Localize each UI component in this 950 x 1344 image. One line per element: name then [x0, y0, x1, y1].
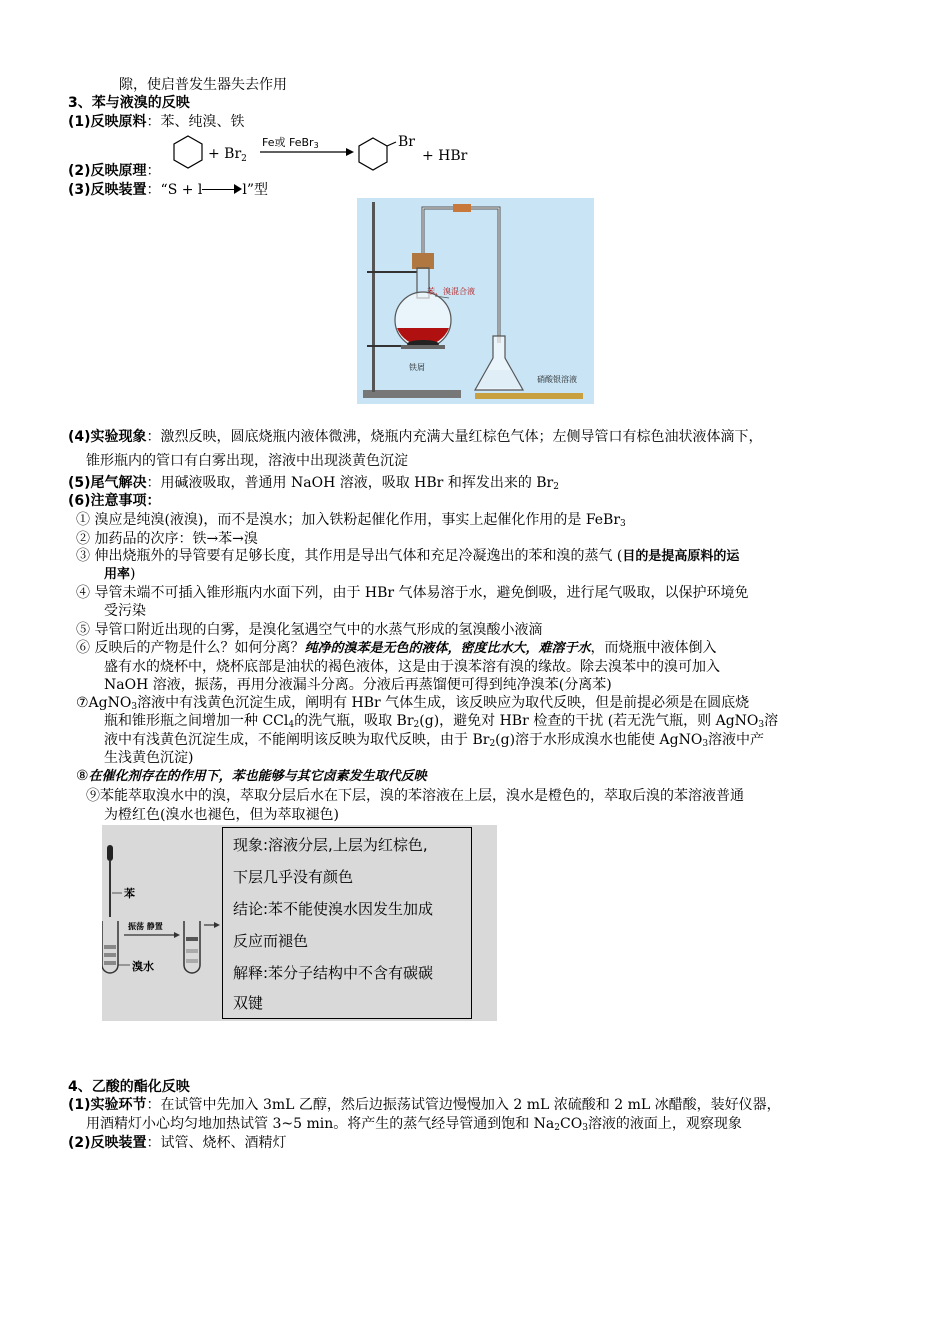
- flask-base: [475, 393, 583, 399]
- note-8: ⑧在催化剂存在的作用下，苯也能够与其它卤素发生取代反映: [76, 768, 427, 784]
- eq-br: Br: [398, 134, 415, 150]
- device-arrow-icon: [202, 184, 242, 194]
- note-1: ① 溴应是纯溴(液溴)，而不是溴水；加入铁粉起催化作用，事实上起催化作用的是 FeBr$_3$: [76, 512, 626, 529]
- device-label: (3)反映装置: [68, 182, 147, 198]
- procedure-label: (1)实验环节: [68, 1097, 147, 1113]
- tail-text: ：用碱液吸取，普通用 NaOH 溶液，吸取 HBr 和挥发出来的 Br: [146, 475, 554, 491]
- phenomenon-line-1: [68, 428, 883, 447]
- box-line-5: 解释:苯分子结构中不含有碳碳: [233, 964, 434, 982]
- continued-text: 隙，使启普发生器失去作用: [119, 77, 287, 93]
- stand-base: [363, 390, 461, 398]
- device-text-4: ：试管、烧杯、酒精灯: [146, 1135, 287, 1151]
- note-2: ② 加药品的次序：铁→苯→溴: [76, 531, 258, 547]
- section-4-title: 4、乙酸的酯化反映: [68, 1079, 190, 1095]
- box-line-4: 反应而褪色: [233, 932, 309, 950]
- note-3: ③ 伸出烧瓶外的导管要有足够长度，其作用是导出气体和充足冷凝逸出的苯和溴的蒸气 (目的是提高原料的运: [76, 548, 740, 564]
- note-9-cont: 为橙红色(溴水也褪色，但为萃取褪色): [104, 807, 339, 823]
- device-end: l”型: [242, 182, 269, 198]
- device-label-4: (2)反映装置: [68, 1135, 147, 1151]
- note-6-cont-1: 盛有水的烧杯中，烧杯底部是油状的褐色液体，这是由于溴苯溶有溴的缘故。除去溴苯中的溴可加入: [104, 659, 720, 675]
- notes-label: (6)注意事项: [68, 493, 147, 509]
- materials-label: (1)反映原料: [68, 114, 147, 130]
- phenomenon-text-1: ：激烈反映，圆底烧瓶内液体微沸，烧瓶内充满大量红棕色气体；左侧导管口有棕色油状液体滴下，: [146, 429, 763, 445]
- benzene-ring-icon: [174, 136, 202, 168]
- box-line-3: 结论:苯不能使溴水因发生加成: [233, 900, 434, 918]
- box-line-2: 下层几乎没有颜色: [233, 868, 354, 886]
- extraction-drawing: [102, 825, 222, 1021]
- conclusion-box: [222, 827, 472, 1019]
- dropper-bulb-icon: [107, 845, 113, 861]
- rubber-joint: [453, 204, 471, 212]
- bromobenzene-ring-icon: [359, 138, 387, 170]
- note-7-cont-1: 瓶和锥形瓶之间增加一种 CCl$_4$的洗气瓶，吸取 $Br_2(g)$，避免对 HBr 检查的干扰 (若无洗气瓶，则 AgNO$_3$溶: [104, 713, 779, 730]
- result-arrow-icon: [214, 922, 220, 928]
- tail-gas-line: [68, 474, 883, 493]
- box-line-6: 双键: [233, 994, 264, 1012]
- label-bromine-water: 溴水: [132, 960, 154, 973]
- procedure-line-1: [68, 1096, 883, 1115]
- label-mix: 苯、溴混合液: [427, 287, 475, 296]
- note-6-cont-2: NaOH 溶液，振荡，再用分液漏斗分离。分液后再蒸馏便可得到纯净溴苯(分离苯): [104, 677, 612, 693]
- principle-colon: ：: [146, 163, 161, 179]
- stand-rod: [372, 202, 375, 392]
- apparatus-figure: [357, 198, 594, 404]
- section-3-title: 3、苯与液溴的反映: [68, 95, 190, 111]
- flask-holder: [401, 345, 445, 349]
- reaction-equation: [170, 132, 500, 174]
- notes-colon: ：: [146, 493, 161, 509]
- eq-plus-br2: + $Br_2$: [208, 146, 247, 164]
- tail-sub: 2: [553, 482, 559, 492]
- note-9: ⑨苯能萃取溴水中的溴，萃取分层后水在下层，溴的苯溶液在上层，溴水是橙色的，萃取后溴的苯溶液普通: [86, 788, 744, 804]
- reaction-arrowhead-icon: [346, 148, 354, 156]
- note-7-cont-3: 生浅黄色沉淀): [104, 750, 194, 766]
- note-7-cont-2: 液中有浅黄色沉淀生成，不能阐明该反映为取代反映，由于 $Br_2(g)$溶于水形成溴水也能使 AgNO$_3$溶液中产: [104, 732, 765, 749]
- note-3-cont: 用率): [104, 566, 136, 582]
- figure-background: [357, 198, 594, 404]
- note-5: ⑤ 导管口附近出现的白雾，是溴化氢遇空气中的水蒸气形成的氢溴酸小液滴: [76, 622, 543, 638]
- note-6: ⑥ 反映后的产物是什么？如何分离？纯净的溴苯是无色的液体，密度比水大，难溶于水，而烧瓶中液体倒入: [76, 640, 717, 656]
- phenomenon-label: (4)实验现象: [68, 429, 147, 445]
- device-line-4: [68, 1134, 883, 1153]
- materials-line: [68, 113, 883, 132]
- box-line-1: 现象:溶液分层,上层为红棕色,: [233, 836, 428, 854]
- tail-label: (5)尾气解决: [68, 475, 147, 491]
- eq-hbr: + HBr: [422, 148, 468, 164]
- extraction-figure: [102, 825, 497, 1021]
- materials-text: ：苯、纯溴、铁: [146, 114, 245, 130]
- principle-line: [68, 162, 161, 181]
- notes-heading: [68, 492, 883, 511]
- phenomenon-line-2: 锥形瓶内的管口有白雾出现，溶液中出现淡黄色沉淀: [86, 453, 408, 469]
- note-4: ④ 导管未端不可插入锥形瓶内水面下列，由于 HBr 气体易溶于水，避免倒吸，进行尾气吸取，以保护环境免: [76, 585, 749, 601]
- device-text: ：“S + l: [146, 182, 203, 198]
- device-line: [68, 181, 268, 200]
- note-4-cont: 受污染: [104, 603, 146, 619]
- procedure-line-2: 用酒精灯小心均匀地加热试管 3~5 min。将产生的蒸气经导管通到饱和 $Na_2CO_3$溶液的液面上，观察现象: [86, 1116, 742, 1133]
- flask-stopper: [412, 253, 434, 269]
- label-benzene: 苯: [124, 887, 135, 900]
- note-7: ⑦AgNO$_3$溶液中有浅黄色沉淀生成，阐明有 HBr 气体生成，该反映应为取代反映，但是前提必须是在圆底烧: [76, 695, 750, 712]
- label-shake: 振荡 静置: [128, 922, 163, 931]
- shake-arrowhead-icon: [174, 932, 180, 938]
- procedure-text-1: ：在试管中先加入 3mL 乙醇，然后边振荡试管边慢慢加入 2 mL 浓硫酸和 2 mL 冰醋酸，装好仪器，: [146, 1097, 781, 1113]
- c-br-bond: [387, 142, 396, 146]
- label-iron: 铁屑: [409, 363, 425, 372]
- principle-label: (2)反映原理: [68, 163, 147, 179]
- label-agno3: 硝酸银溶液: [537, 375, 577, 384]
- eq-catalyst: Fe或 FeBr3: [262, 136, 319, 150]
- test-tube-2: [184, 921, 200, 973]
